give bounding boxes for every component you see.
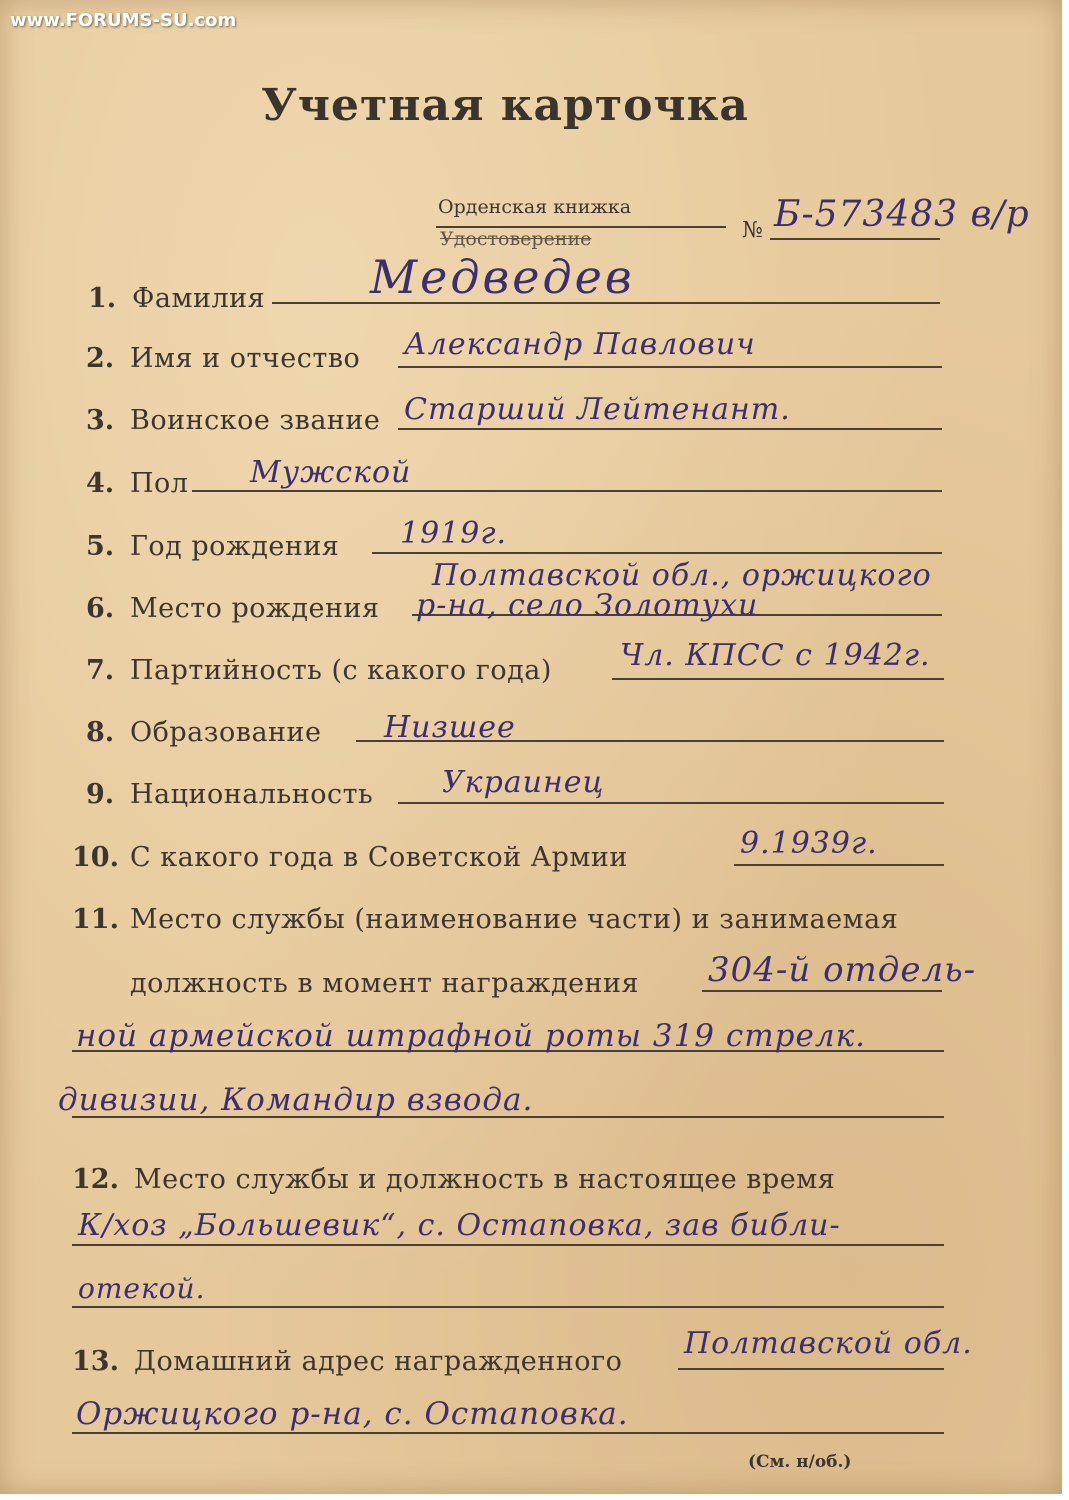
field-9-label: Национальность xyxy=(130,779,374,810)
field-7-label: Партийность (с какого года) xyxy=(130,655,552,686)
field-11-line1 xyxy=(702,990,942,992)
field-6-value-line2: р-на, село Золотухи xyxy=(416,588,759,623)
watermark: www.FORUMS-SU.com xyxy=(10,10,237,31)
field-2-line xyxy=(398,366,942,368)
card-title: Учетная карточка xyxy=(261,80,749,131)
field-7-number: 7. xyxy=(86,655,115,686)
field-3-label: Воинское звание xyxy=(130,405,381,436)
field-5-line xyxy=(372,552,942,554)
field-4-label: Пол xyxy=(130,468,189,499)
field-3-value: Старший Лейтенант. xyxy=(404,392,791,427)
booklet-struck-label: Удостоверение xyxy=(440,228,592,250)
field-12-number: 12. xyxy=(72,1164,119,1195)
field-11-label-line2: должность в момент награждения xyxy=(130,968,640,999)
field-8-label: Образование xyxy=(130,717,322,748)
field-13-label: Домашний адрес награжденного xyxy=(134,1346,623,1377)
field-12-value-line1: К/хоз „Большевик“, с. Остаповка, зав библи- xyxy=(78,1208,841,1243)
field-8-value: Низшее xyxy=(384,710,516,745)
field-10-line xyxy=(734,864,944,866)
field-6-number: 6. xyxy=(86,593,115,624)
field-13-number: 13. xyxy=(72,1346,119,1377)
field-6-label: Место рождения xyxy=(130,593,380,624)
booklet-label: Орденская книжка xyxy=(438,196,632,218)
field-6-value-line1: Полтавской обл., оржицкого xyxy=(432,558,932,593)
field-5-number: 5. xyxy=(86,531,115,562)
field-1-number: 1. xyxy=(88,283,117,314)
field-13-line1 xyxy=(678,1368,944,1370)
number-sign: № xyxy=(742,218,763,243)
field-12-value-line2: отекой. xyxy=(78,1272,206,1305)
field-4-line xyxy=(192,490,942,492)
field-11-label-line1: Место службы (наименование части) и занимаемая xyxy=(130,904,899,935)
field-3-number: 3. xyxy=(86,405,115,436)
field-2-value: Александр Павлович xyxy=(404,327,756,362)
field-8-number: 8. xyxy=(86,717,115,748)
field-11-value-line1: 304-й отдель- xyxy=(708,950,977,990)
field-12-label: Место службы и должность в настоящее время xyxy=(134,1164,836,1195)
field-9-number: 9. xyxy=(86,779,115,810)
field-1-value: Медведев xyxy=(370,250,635,304)
field-5-value: 1919г. xyxy=(400,516,508,551)
field-7-line xyxy=(612,678,944,680)
field-10-number: 10. xyxy=(72,842,119,873)
field-11-value-line2: ной армейской штрафной роты 319 стрелк. xyxy=(76,1018,866,1054)
field-9-line xyxy=(398,802,944,804)
field-4-value: Мужской xyxy=(250,455,412,490)
field-12-line2 xyxy=(72,1306,944,1308)
field-1-label: Фамилия xyxy=(132,283,266,314)
field-13-value-line2: Оржицкого р-на, с. Остаповка. xyxy=(76,1396,629,1432)
footer-note: (См. н/об.) xyxy=(748,1452,852,1472)
field-13-line2 xyxy=(72,1432,944,1434)
field-10-label: С какого года в Советской Армии xyxy=(130,842,628,873)
field-13-value-line1: Полтавской обл. xyxy=(684,1326,973,1361)
field-2-label: Имя и отчество xyxy=(130,343,361,374)
field-2-number: 2. xyxy=(86,343,115,374)
field-5-label: Год рождения xyxy=(130,531,340,562)
booklet-number-line xyxy=(770,238,940,240)
field-11-number: 11. xyxy=(72,904,119,935)
field-7-value: Чл. КПСС с 1942г. xyxy=(620,638,931,673)
field-3-line xyxy=(398,428,942,430)
booklet-number: Б-573483 в/р xyxy=(774,194,1030,235)
field-9-value: Украинец xyxy=(442,765,605,800)
field-12-line1 xyxy=(72,1244,944,1246)
field-4-number: 4. xyxy=(86,468,115,499)
field-10-value: 9.1939г. xyxy=(740,826,878,861)
field-11-value-line3: дивизии, Командир взвода. xyxy=(58,1082,534,1118)
